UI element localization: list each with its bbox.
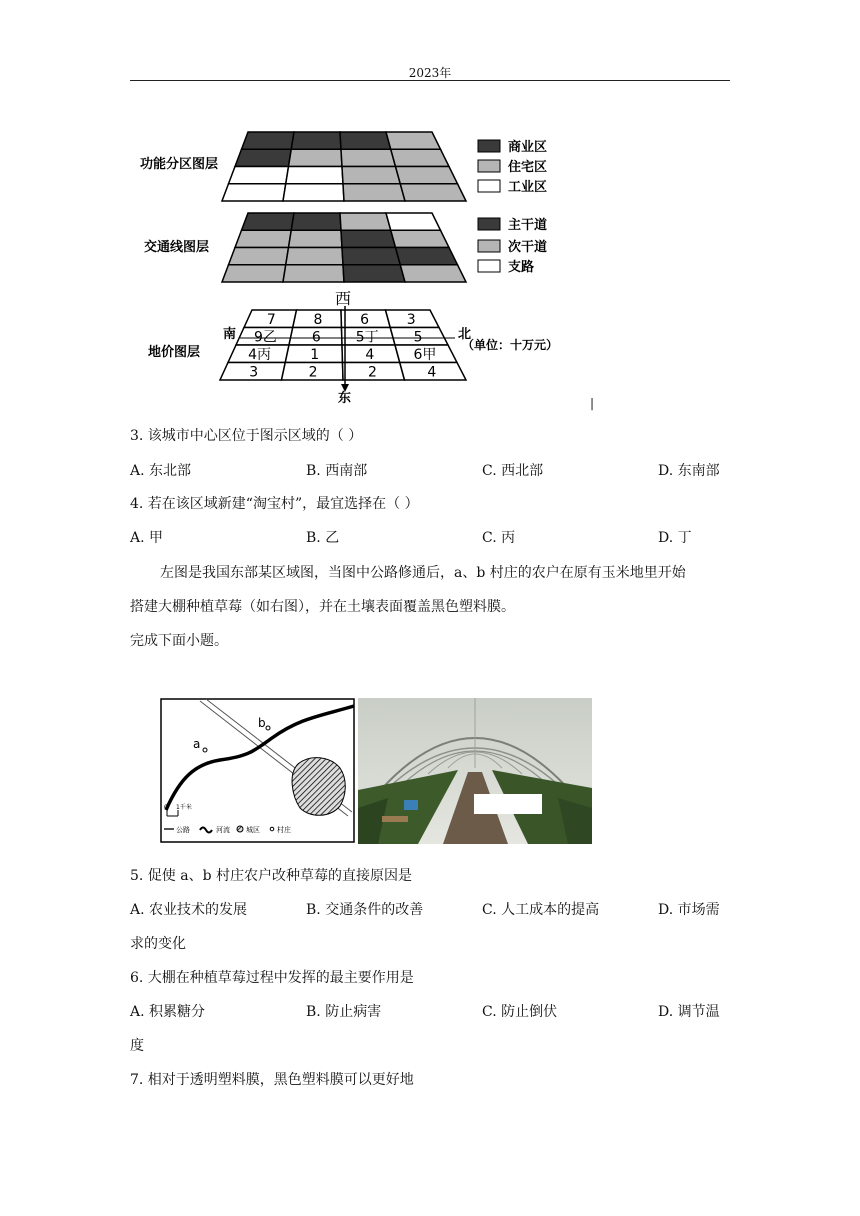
question-6-option-d: D. 调节温 bbox=[658, 1004, 720, 1020]
traffic-cell bbox=[391, 230, 449, 247]
land-price-value: 5丁 bbox=[355, 329, 379, 346]
question-5-option-a: A. 农业技术的发展 bbox=[130, 902, 248, 918]
question-5-option-d-wrap: 求的变化 bbox=[130, 936, 186, 952]
function-zone-cell bbox=[242, 132, 295, 149]
legend-village: 村庄 bbox=[277, 826, 291, 834]
land-price-grid bbox=[220, 310, 466, 380]
traffic-cell bbox=[343, 265, 405, 282]
legend-residential: 住宅区 bbox=[508, 160, 548, 175]
page-header: 2023年 bbox=[408, 66, 452, 80]
function-zone-cell bbox=[400, 184, 466, 201]
function-zone-cell bbox=[289, 149, 343, 166]
stray-mark: | bbox=[590, 396, 595, 410]
legend-secondary-road: 次干道 bbox=[508, 240, 548, 255]
land-price-value: 4 bbox=[427, 364, 437, 381]
land-price-value: 5 bbox=[413, 329, 423, 346]
question-3-option-b: B. 西南部 bbox=[306, 463, 368, 479]
land-price-value: 6 bbox=[311, 329, 321, 346]
question-5-option-d: D. 市场需 bbox=[658, 902, 720, 918]
land-price-value: 8 bbox=[313, 311, 323, 328]
layer-label-price: 地价图层 bbox=[148, 345, 201, 360]
function-zone-cell bbox=[235, 149, 291, 166]
traffic-cell bbox=[341, 230, 396, 247]
village-b-label: b bbox=[258, 716, 266, 730]
traffic-grid bbox=[222, 213, 466, 282]
function-zone-grid bbox=[222, 132, 466, 201]
land-price-value: 3 bbox=[406, 311, 416, 328]
land-price-value: 2 bbox=[367, 364, 377, 381]
direction-north: 北 bbox=[458, 327, 472, 342]
question-6-option-d-wrap: 度 bbox=[130, 1038, 144, 1054]
function-zone-cell bbox=[229, 167, 289, 184]
traffic-cell bbox=[340, 213, 391, 230]
land-price-value: 6 bbox=[360, 311, 370, 328]
region-map bbox=[160, 698, 356, 848]
unit-label: （单位：十万元） bbox=[462, 338, 559, 352]
passage-line-3: 完成下面小题。 bbox=[130, 633, 228, 649]
traffic-cell bbox=[396, 248, 458, 265]
question-4-option-a: A. 甲 bbox=[130, 530, 164, 546]
direction-west: 西 bbox=[335, 289, 352, 308]
traffic-cell bbox=[289, 230, 343, 247]
greenhouse-photo bbox=[358, 698, 592, 844]
question-4-option-d: D. 丁 bbox=[658, 530, 692, 546]
layered-map-figure bbox=[130, 118, 590, 418]
layer-label-function: 功能分区图层 bbox=[140, 157, 219, 172]
legend-city: 城区 bbox=[246, 826, 260, 834]
land-price-value: 9乙 bbox=[253, 329, 277, 346]
function-zone-cell bbox=[222, 184, 286, 201]
legend-river: 河流 bbox=[216, 826, 230, 834]
traffic-cell bbox=[286, 248, 343, 265]
legend-commercial: 商业区 bbox=[508, 140, 548, 155]
function-zone-cell bbox=[386, 132, 441, 149]
traffic-cell bbox=[222, 265, 286, 282]
question-6-option-a: A. 积累糖分 bbox=[130, 1004, 206, 1020]
layer-label-traffic: 交通线图层 bbox=[144, 240, 210, 255]
land-price-value: 7 bbox=[266, 311, 276, 328]
legend-road: 公路 bbox=[176, 826, 190, 834]
question-5-stem: 5. 促使 a、b 村庄农户改种草莓的直接原因是 bbox=[130, 868, 413, 884]
function-zone-cell bbox=[391, 149, 449, 166]
scale-label: 1千米 bbox=[176, 804, 192, 811]
scale-zero: 0 bbox=[164, 804, 168, 811]
question-3-option-d: D. 东南部 bbox=[658, 463, 720, 479]
question-4-stem: 4. 若在该区域新建“淘宝村”，最宜选择在（ ） bbox=[130, 496, 419, 512]
land-price-value: 2 bbox=[308, 364, 318, 381]
function-zone-cell bbox=[291, 132, 341, 149]
function-zone-cell bbox=[341, 149, 396, 166]
header-rule bbox=[130, 80, 730, 81]
traffic-cell bbox=[242, 213, 295, 230]
traffic-cell bbox=[235, 230, 291, 247]
traffic-cell bbox=[400, 265, 466, 282]
question-6-option-b: B. 防止病害 bbox=[306, 1004, 382, 1020]
question-3-option-c: C. 西北部 bbox=[482, 463, 544, 479]
legend-industrial: 工业区 bbox=[508, 180, 548, 195]
legend-branch-road: 支路 bbox=[508, 260, 535, 275]
direction-south: 南 bbox=[223, 327, 237, 342]
passage-line-1: 左图是我国东部某区域图，当图中公路修通后，a、b 村庄的农户在原有玉米地里开始 bbox=[160, 565, 686, 581]
function-zone-cell bbox=[283, 184, 344, 201]
land-price-value: 4丙 bbox=[248, 346, 272, 363]
question-6-stem: 6. 大棚在种植草莓过程中发挥的最主要作用是 bbox=[130, 970, 414, 986]
land-price-value: 3 bbox=[249, 364, 259, 381]
question-5-option-b: B. 交通条件的改善 bbox=[306, 902, 424, 918]
traffic-cell bbox=[386, 213, 441, 230]
question-6-option-c: C. 防止倒伏 bbox=[482, 1004, 558, 1020]
function-zone-cell bbox=[286, 167, 343, 184]
question-4-option-b: B. 乙 bbox=[306, 530, 340, 546]
function-zone-cell bbox=[396, 167, 458, 184]
direction-east: 东 bbox=[338, 391, 352, 406]
question-3-stem: 3. 该城市中心区位于图示区域的（ ） bbox=[130, 428, 363, 444]
land-price-value: 4 bbox=[365, 346, 375, 363]
function-zone-cell bbox=[340, 132, 391, 149]
village-a-label: a bbox=[193, 737, 201, 751]
traffic-cell bbox=[229, 248, 289, 265]
traffic-cell bbox=[342, 248, 400, 265]
function-zone-cell bbox=[343, 184, 405, 201]
question-3-option-a: A. 东北部 bbox=[130, 463, 192, 479]
traffic-cell bbox=[291, 213, 341, 230]
land-price-value: 1 bbox=[310, 346, 320, 363]
question-5-option-c: C. 人工成本的提高 bbox=[482, 902, 600, 918]
question-4-option-c: C. 丙 bbox=[482, 530, 516, 546]
question-7-stem: 7. 相对于透明塑料膜，黑色塑料膜可以更好地 bbox=[130, 1072, 414, 1088]
function-zone-cell bbox=[342, 167, 400, 184]
land-price-value: 6甲 bbox=[413, 346, 437, 363]
passage-line-2: 搭建大棚种植草莓（如右图），并在土壤表面覆盖黑色塑料膜。 bbox=[130, 599, 515, 615]
legend-main-road: 主干道 bbox=[508, 218, 548, 233]
traffic-cell bbox=[283, 265, 344, 282]
